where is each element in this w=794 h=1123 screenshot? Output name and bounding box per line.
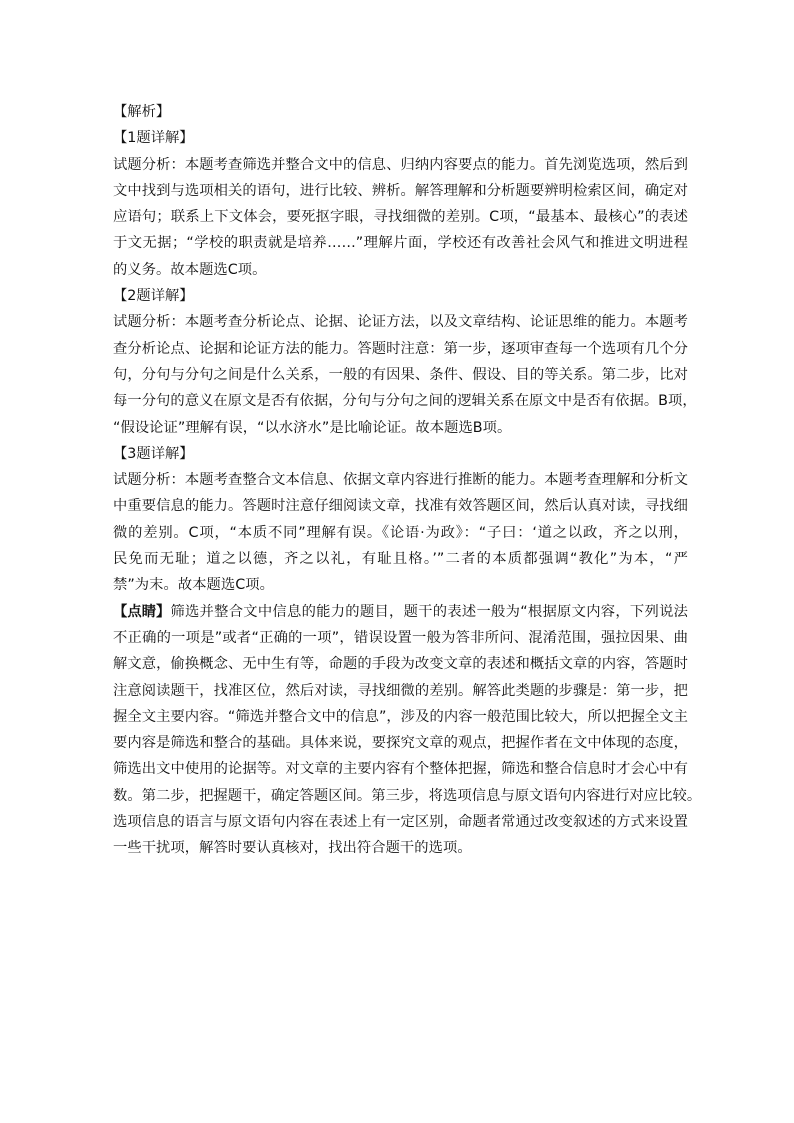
tip-first-line-text: 筛选并整合文中信息的能力的题目，题干的表述一般为“根据原文内容，下列说法 xyxy=(170,603,688,620)
tip-paragraph xyxy=(113,599,702,862)
q3-line: 禁”为末。故本题选C项。 xyxy=(113,577,274,594)
q1-line: 试题分析：本题考查筛选并整合文中的信息、归纳内容要点的能力。首先浏览选项，然后到 xyxy=(113,156,688,173)
q2-paragraph xyxy=(113,309,697,440)
document-page xyxy=(113,99,702,862)
analysis-heading: 【解析】 xyxy=(113,104,171,120)
tip-line: 握全文主要内容。“筛选并整合文中的信息”，涉及的内容一般范围比较大，所以把握全文主 xyxy=(113,708,688,725)
q1-line: 的义务。故本题选C项。 xyxy=(113,261,267,278)
q3-line: 中重要信息的能力。答题时注意仔细阅读文章，找准有效答题区间，然后认真对读，寻找细 xyxy=(113,498,688,515)
q1-heading: 【1题详解】 xyxy=(113,130,194,147)
tip-line: 一些干扰项，解答时要认真核对，找出符合题干的选项。 xyxy=(113,840,472,857)
tip-line: 要内容是筛选和整合的基础。具体来说，要探究文章的观点，把握作者在文中体现的态度， xyxy=(113,735,688,752)
tip-line: 不正确的一项是”或者“正确的一项”，错误设置一般为答非所问、混淆范围，强拉因果、曲 xyxy=(113,629,688,646)
q2-line: 每一分句的意义在原文是否有依据，分句与分句之间的逻辑关系在原文中是否有依据。B项， xyxy=(113,393,697,410)
q3-line: 微的差别。C项，“本质不同”理解有误。《论语·为政》：“子曰：‘道之以政，齐之以刑， xyxy=(113,524,688,541)
q3-line: 民免而无耻；道之以德，齐之以礼，有耻且格。’”二者的本质都强调“教化”为本，“严 xyxy=(113,551,688,568)
q2-line: 句，分句与分句之间是什么关系，一般的有因果、条件、假设、目的等关系。第二步，比对 xyxy=(113,366,688,383)
tip-line: 数。第二步，把握题干，确定答题区间。第三步，将选项信息与原文语句内容进行对应比较。 xyxy=(113,787,702,804)
q2-line: “假设论证”理解有误，“以水济水”是比喻论证。故本题选B项。 xyxy=(113,419,512,436)
q2-heading: 【2题详解】 xyxy=(113,288,194,305)
q3-line: 试题分析：本题考查整合文本信息、依据文章内容进行推断的能力。本题考查理解和分析文 xyxy=(113,472,688,489)
q2-line: 试题分析：本题考查分析论点、论据、论证方法，以及文章结构、论证思维的能力。本题考 xyxy=(113,314,688,331)
tip-line: 解文意，偷换概念、无中生有等，命题的手段为改变文章的表述和概括文章的内容，答题时 xyxy=(113,656,688,673)
q1-paragraph xyxy=(113,152,688,283)
q3-heading: 【3题详解】 xyxy=(113,445,194,462)
q1-line: 应语句；联系上下文体会，要死抠字眼，寻找细微的差别。C项，“最基本、最核心”的表述 xyxy=(113,209,688,226)
q1-line: 于文无据；“学校的职责就是培养……”理解片面，学校还有改善社会风气和推进文明进程 xyxy=(113,235,688,252)
q1-line: 文中找到与选项相关的语句，进行比较、辨析。解答理解和分析题要辨明检索区间，确定对 xyxy=(113,182,688,199)
tip-line: 筛选出文中使用的论据等。对文章的主要内容有个整体把握，筛选和整合信息时才会心中有 xyxy=(113,761,688,778)
tip-line: 选项信息的语言与原文语句内容在表述上有一定区别，命题者常通过改变叙述的方式来设置 xyxy=(113,814,688,831)
tip-first-line xyxy=(113,599,688,625)
tip-heading: 【点睛】 xyxy=(113,603,171,620)
tip-line: 注意阅读题干，找准区位，然后对读，寻找细微的差别。解答此类题的步骤是：第一步，把 xyxy=(113,682,688,699)
q2-line: 查分析论点、论据和论证方法的能力。答题时注意：第一步，逐项审查每一个选项有几个分 xyxy=(113,340,688,357)
q3-paragraph xyxy=(113,467,688,598)
